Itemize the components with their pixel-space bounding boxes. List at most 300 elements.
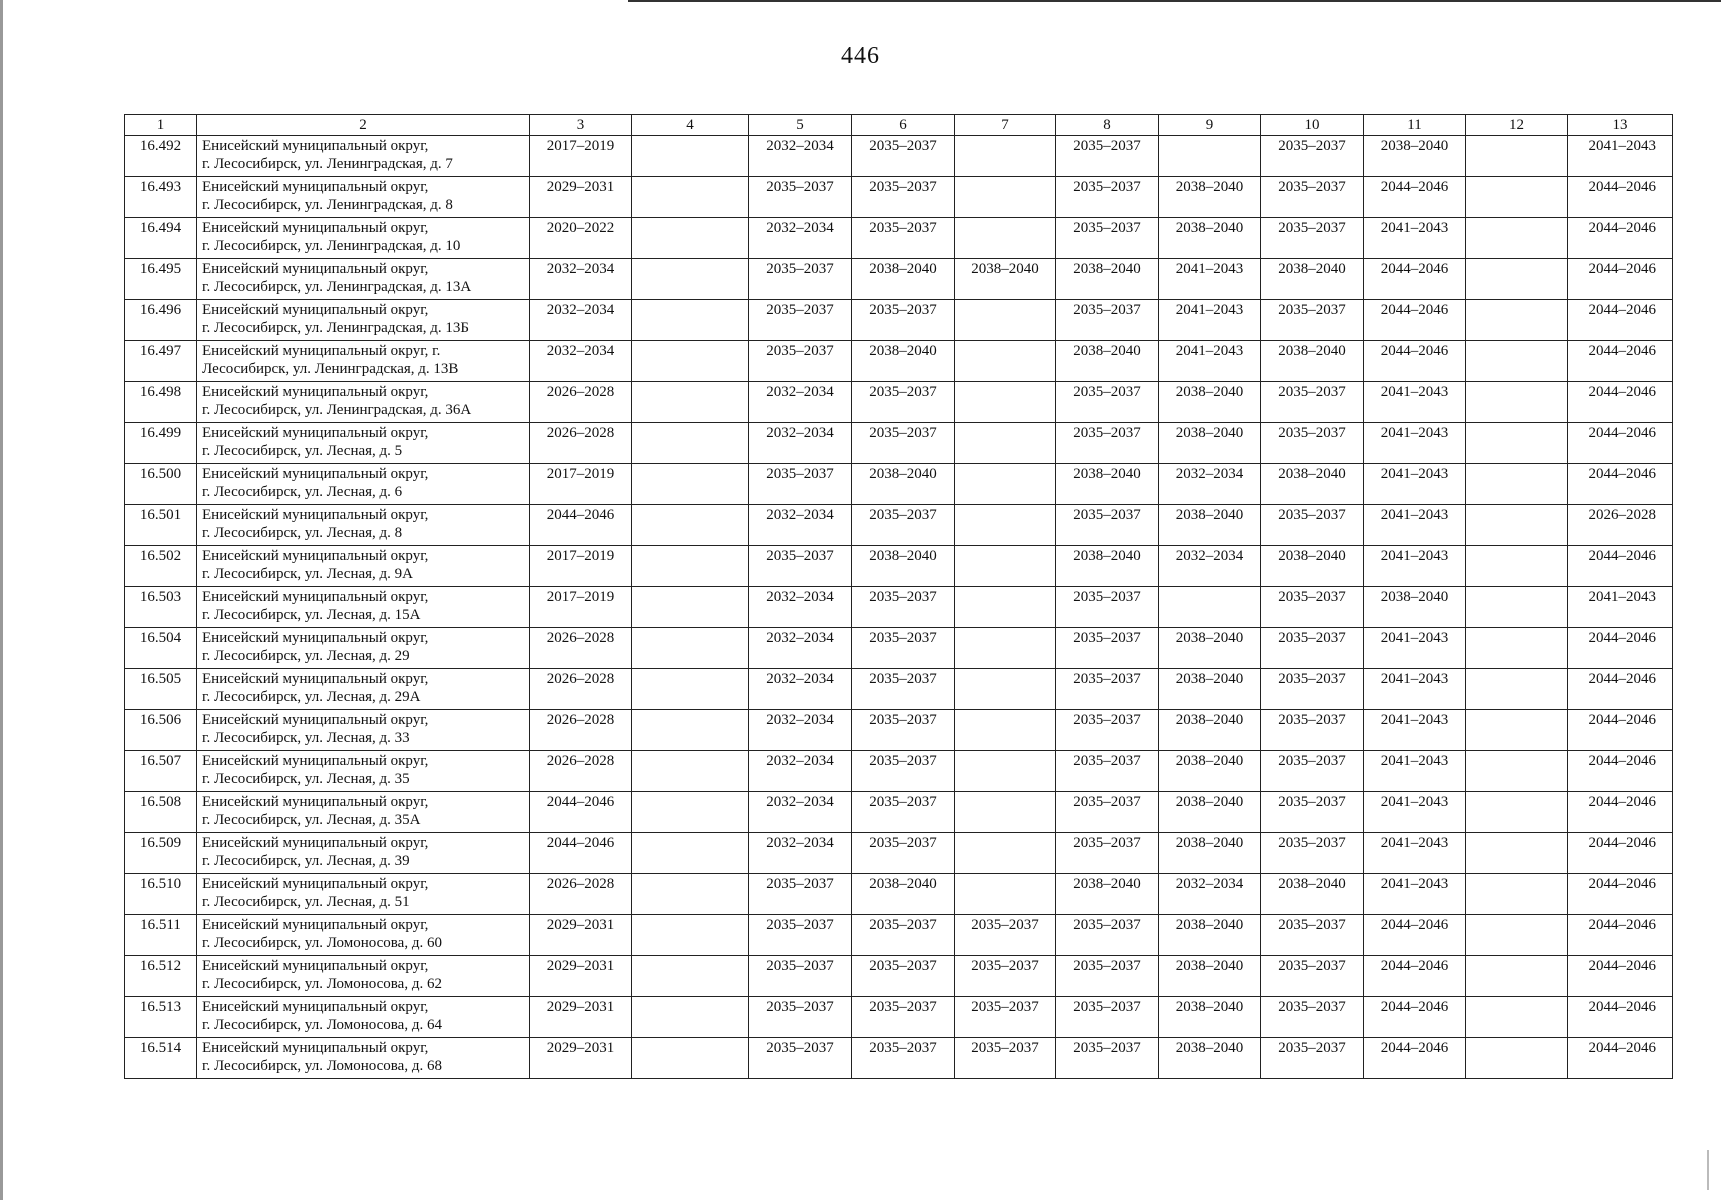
table-row xyxy=(125,669,1673,710)
period-cell-col8: 2035–2037 xyxy=(1056,915,1159,956)
table-row xyxy=(125,259,1673,300)
address-cell xyxy=(197,751,530,792)
period-cell-col9: 2038–2040 xyxy=(1159,669,1261,710)
period-cell-col13: 2041–2043 xyxy=(1568,587,1673,628)
address-cell xyxy=(197,341,530,382)
period-cell-col10: 2035–2037 xyxy=(1261,710,1364,751)
period-cell-col8: 2035–2037 xyxy=(1056,833,1159,874)
period-cell-col8: 2035–2037 xyxy=(1056,710,1159,751)
period-cell-col13: 2044–2046 xyxy=(1568,382,1673,423)
period-cell-col5: 2032–2034 xyxy=(749,792,852,833)
period-cell-col10: 2038–2040 xyxy=(1261,464,1364,505)
period-cell-col9: 2038–2040 xyxy=(1159,997,1261,1038)
row-number-cell: 16.511 xyxy=(125,915,197,956)
period-cell-col11: 2041–2043 xyxy=(1364,218,1466,259)
column-header: 5 xyxy=(749,115,852,136)
period-cell-col5: 2032–2034 xyxy=(749,669,852,710)
period-cell-col3: 2044–2046 xyxy=(530,505,632,546)
row-number-cell: 16.500 xyxy=(125,464,197,505)
address-line-2: г. Лесосибирск, ул. Ломоносова, д. 60 xyxy=(202,935,442,951)
address-line-2: г. Лесосибирск, ул. Ленинградская, д. 7 xyxy=(202,156,453,172)
address-line-1: Енисейский муниципальный округ, xyxy=(202,425,429,441)
address-line-1: Енисейский муниципальный округ, xyxy=(202,835,429,851)
period-cell-col12 xyxy=(1466,751,1568,792)
address-cell xyxy=(197,1038,530,1079)
column-header: 4 xyxy=(632,115,749,136)
row-number-cell: 16.508 xyxy=(125,792,197,833)
period-cell-col8: 2038–2040 xyxy=(1056,464,1159,505)
period-cell-col11: 2044–2046 xyxy=(1364,1038,1466,1079)
address-cell xyxy=(197,710,530,751)
period-cell-col4 xyxy=(632,177,749,218)
period-cell-col8: 2035–2037 xyxy=(1056,628,1159,669)
address-cell xyxy=(197,382,530,423)
address-cell xyxy=(197,218,530,259)
period-cell-col12 xyxy=(1466,505,1568,546)
period-cell-col8: 2035–2037 xyxy=(1056,218,1159,259)
period-cell-col6: 2035–2037 xyxy=(852,792,955,833)
table-row xyxy=(125,464,1673,505)
period-cell-col4 xyxy=(632,751,749,792)
address-line-1: Енисейский муниципальный округ, xyxy=(202,302,429,318)
period-cell-col13: 2026–2028 xyxy=(1568,505,1673,546)
header-row xyxy=(125,115,1673,136)
period-cell-col13: 2044–2046 xyxy=(1568,669,1673,710)
column-header: 12 xyxy=(1466,115,1568,136)
period-cell-col13: 2044–2046 xyxy=(1568,546,1673,587)
address-line-2: г. Лесосибирск, ул. Лесная, д. 6 xyxy=(202,484,403,500)
period-cell-col7 xyxy=(955,505,1056,546)
period-cell-col13: 2044–2046 xyxy=(1568,874,1673,915)
period-cell-col7 xyxy=(955,669,1056,710)
period-cell-col3: 2026–2028 xyxy=(530,382,632,423)
address-cell xyxy=(197,259,530,300)
period-cell-col3: 2029–2031 xyxy=(530,177,632,218)
period-cell-col10: 2035–2037 xyxy=(1261,751,1364,792)
table-row xyxy=(125,341,1673,382)
period-cell-col10: 2035–2037 xyxy=(1261,505,1364,546)
period-cell-col4 xyxy=(632,423,749,464)
period-cell-col12 xyxy=(1466,423,1568,464)
address-line-1: Енисейский муниципальный округ, xyxy=(202,261,429,277)
period-cell-col10: 2035–2037 xyxy=(1261,1038,1364,1079)
period-cell-col10: 2035–2037 xyxy=(1261,587,1364,628)
period-cell-col8: 2035–2037 xyxy=(1056,177,1159,218)
address-line-2: г. Лесосибирск, ул. Лесная, д. 5 xyxy=(202,443,403,459)
period-cell-col4 xyxy=(632,915,749,956)
period-cell-col8: 2035–2037 xyxy=(1056,669,1159,710)
address-line-2: г. Лесосибирск, ул. Ломоносова, д. 62 xyxy=(202,976,442,992)
table-row xyxy=(125,382,1673,423)
period-cell-col5: 2032–2034 xyxy=(749,505,852,546)
address-cell xyxy=(197,464,530,505)
address-line-1: Енисейский муниципальный округ, xyxy=(202,917,429,933)
row-number-cell: 16.493 xyxy=(125,177,197,218)
period-cell-col9: 2032–2034 xyxy=(1159,874,1261,915)
table-row xyxy=(125,874,1673,915)
row-number-cell: 16.506 xyxy=(125,710,197,751)
address-line-2: г. Лесосибирск, ул. Лесная, д. 15А xyxy=(202,607,421,623)
period-cell-col7: 2038–2040 xyxy=(955,259,1056,300)
period-cell-col11: 2041–2043 xyxy=(1364,710,1466,751)
period-cell-col11: 2041–2043 xyxy=(1364,669,1466,710)
address-line-2: г. Лесосибирск, ул. Ломоносова, д. 64 xyxy=(202,1017,442,1033)
table-row xyxy=(125,956,1673,997)
address-cell xyxy=(197,136,530,177)
row-number-cell: 16.504 xyxy=(125,628,197,669)
period-cell-col13: 2044–2046 xyxy=(1568,300,1673,341)
period-cell-col5: 2035–2037 xyxy=(749,546,852,587)
register-table xyxy=(124,114,1673,1079)
period-cell-col12 xyxy=(1466,956,1568,997)
address-line-1: Енисейский муниципальный округ, xyxy=(202,794,429,810)
period-cell-col7 xyxy=(955,546,1056,587)
period-cell-col10: 2035–2037 xyxy=(1261,177,1364,218)
period-cell-col6: 2035–2037 xyxy=(852,587,955,628)
period-cell-col13: 2044–2046 xyxy=(1568,423,1673,464)
period-cell-col10: 2035–2037 xyxy=(1261,833,1364,874)
period-cell-col3: 2017–2019 xyxy=(530,464,632,505)
period-cell-col3: 2032–2034 xyxy=(530,300,632,341)
address-line-2: Лесосибирск, ул. Ленинградская, д. 13В xyxy=(202,361,459,377)
address-line-1: Енисейский муниципальный округ, xyxy=(202,138,429,154)
period-cell-col12 xyxy=(1466,628,1568,669)
address-cell xyxy=(197,505,530,546)
address-line-2: г. Лесосибирск, ул. Лесная, д. 29 xyxy=(202,648,410,664)
period-cell-col3: 2026–2028 xyxy=(530,423,632,464)
period-cell-col9: 2041–2043 xyxy=(1159,259,1261,300)
row-number-cell: 16.512 xyxy=(125,956,197,997)
period-cell-col11: 2041–2043 xyxy=(1364,464,1466,505)
table-row xyxy=(125,177,1673,218)
period-cell-col7 xyxy=(955,833,1056,874)
period-cell-col11: 2038–2040 xyxy=(1364,136,1466,177)
period-cell-col5: 2032–2034 xyxy=(749,628,852,669)
period-cell-col6: 2035–2037 xyxy=(852,505,955,546)
period-cell-col11: 2044–2046 xyxy=(1364,997,1466,1038)
address-line-2: г. Лесосибирск, ул. Ленинградская, д. 8 xyxy=(202,197,453,213)
period-cell-col12 xyxy=(1466,464,1568,505)
period-cell-col9: 2038–2040 xyxy=(1159,505,1261,546)
period-cell-col10: 2038–2040 xyxy=(1261,546,1364,587)
address-cell xyxy=(197,874,530,915)
column-header: 8 xyxy=(1056,115,1159,136)
period-cell-col6: 2035–2037 xyxy=(852,710,955,751)
column-header: 9 xyxy=(1159,115,1261,136)
address-line-2: г. Лесосибирск, ул. Ленинградская, д. 13Б xyxy=(202,320,469,336)
column-header: 13 xyxy=(1568,115,1673,136)
row-number-cell: 16.497 xyxy=(125,341,197,382)
period-cell-col13: 2044–2046 xyxy=(1568,341,1673,382)
scan-left-edge xyxy=(0,0,3,1200)
period-cell-col8: 2035–2037 xyxy=(1056,997,1159,1038)
period-cell-col9: 2038–2040 xyxy=(1159,382,1261,423)
address-line-2: г. Лесосибирск, ул. Лесная, д. 9А xyxy=(202,566,414,582)
period-cell-col6: 2035–2037 xyxy=(852,628,955,669)
period-cell-col13: 2044–2046 xyxy=(1568,792,1673,833)
period-cell-col11: 2038–2040 xyxy=(1364,587,1466,628)
period-cell-col7 xyxy=(955,300,1056,341)
column-header: 2 xyxy=(197,115,530,136)
period-cell-col12 xyxy=(1466,874,1568,915)
period-cell-col8: 2038–2040 xyxy=(1056,546,1159,587)
period-cell-col8: 2035–2037 xyxy=(1056,505,1159,546)
address-line-1: Енисейский муниципальный округ, xyxy=(202,384,429,400)
period-cell-col8: 2035–2037 xyxy=(1056,792,1159,833)
period-cell-col4 xyxy=(632,382,749,423)
period-cell-col4 xyxy=(632,956,749,997)
period-cell-col12 xyxy=(1466,833,1568,874)
period-cell-col11: 2041–2043 xyxy=(1364,546,1466,587)
period-cell-col6: 2035–2037 xyxy=(852,956,955,997)
period-cell-col13: 2044–2046 xyxy=(1568,464,1673,505)
period-cell-col9: 2038–2040 xyxy=(1159,915,1261,956)
address-line-1: Енисейский муниципальный округ, xyxy=(202,999,429,1015)
period-cell-col5: 2032–2034 xyxy=(749,218,852,259)
row-number-cell: 16.513 xyxy=(125,997,197,1038)
period-cell-col6: 2038–2040 xyxy=(852,259,955,300)
period-cell-col6: 2035–2037 xyxy=(852,833,955,874)
period-cell-col3: 2029–2031 xyxy=(530,997,632,1038)
period-cell-col5: 2032–2034 xyxy=(749,710,852,751)
period-cell-col7 xyxy=(955,792,1056,833)
period-cell-col11: 2044–2046 xyxy=(1364,956,1466,997)
period-cell-col11: 2041–2043 xyxy=(1364,792,1466,833)
column-header: 7 xyxy=(955,115,1056,136)
address-line-1: Енисейский муниципальный округ, xyxy=(202,589,429,605)
address-line-1: Енисейский муниципальный округ, xyxy=(202,876,429,892)
period-cell-col6: 2038–2040 xyxy=(852,546,955,587)
period-cell-col9: 2041–2043 xyxy=(1159,300,1261,341)
period-cell-col10: 2035–2037 xyxy=(1261,997,1364,1038)
address-cell xyxy=(197,546,530,587)
row-number-cell: 16.505 xyxy=(125,669,197,710)
period-cell-col9: 2038–2040 xyxy=(1159,423,1261,464)
period-cell-col11: 2041–2043 xyxy=(1364,382,1466,423)
row-number-cell: 16.501 xyxy=(125,505,197,546)
period-cell-col9 xyxy=(1159,136,1261,177)
period-cell-col12 xyxy=(1466,546,1568,587)
period-cell-col12 xyxy=(1466,997,1568,1038)
period-cell-col11: 2041–2043 xyxy=(1364,751,1466,792)
period-cell-col3: 2026–2028 xyxy=(530,710,632,751)
period-cell-col4 xyxy=(632,792,749,833)
period-cell-col3: 2017–2019 xyxy=(530,136,632,177)
address-cell xyxy=(197,669,530,710)
column-header: 10 xyxy=(1261,115,1364,136)
period-cell-col4 xyxy=(632,464,749,505)
period-cell-col10: 2035–2037 xyxy=(1261,628,1364,669)
address-line-2: г. Лесосибирск, ул. Лесная, д. 39 xyxy=(202,853,410,869)
period-cell-col8: 2035–2037 xyxy=(1056,136,1159,177)
period-cell-col13: 2044–2046 xyxy=(1568,218,1673,259)
period-cell-col11: 2044–2046 xyxy=(1364,915,1466,956)
period-cell-col11: 2044–2046 xyxy=(1364,259,1466,300)
period-cell-col5: 2035–2037 xyxy=(749,177,852,218)
period-cell-col11: 2044–2046 xyxy=(1364,300,1466,341)
address-line-2: г. Лесосибирск, ул. Ломоносова, д. 68 xyxy=(202,1058,442,1074)
period-cell-col10: 2035–2037 xyxy=(1261,423,1364,464)
period-cell-col6: 2038–2040 xyxy=(852,874,955,915)
period-cell-col10: 2035–2037 xyxy=(1261,300,1364,341)
period-cell-col7 xyxy=(955,628,1056,669)
period-cell-col3: 2044–2046 xyxy=(530,792,632,833)
period-cell-col7: 2035–2037 xyxy=(955,956,1056,997)
period-cell-col3: 2029–2031 xyxy=(530,915,632,956)
period-cell-col10: 2035–2037 xyxy=(1261,792,1364,833)
period-cell-col6: 2038–2040 xyxy=(852,341,955,382)
period-cell-col7 xyxy=(955,587,1056,628)
period-cell-col7 xyxy=(955,874,1056,915)
period-cell-col9: 2032–2034 xyxy=(1159,546,1261,587)
period-cell-col9 xyxy=(1159,587,1261,628)
period-cell-col6: 2035–2037 xyxy=(852,177,955,218)
period-cell-col4 xyxy=(632,833,749,874)
period-cell-col4 xyxy=(632,997,749,1038)
period-cell-col12 xyxy=(1466,218,1568,259)
period-cell-col11: 2041–2043 xyxy=(1364,874,1466,915)
address-line-2: г. Лесосибирск, ул. Лесная, д. 35 xyxy=(202,771,410,787)
period-cell-col8: 2035–2037 xyxy=(1056,423,1159,464)
address-line-1: Енисейский муниципальный округ, xyxy=(202,630,429,646)
period-cell-col7 xyxy=(955,751,1056,792)
period-cell-col4 xyxy=(632,628,749,669)
period-cell-col12 xyxy=(1466,669,1568,710)
period-cell-col3: 2026–2028 xyxy=(530,628,632,669)
period-cell-col3: 2032–2034 xyxy=(530,259,632,300)
period-cell-col7 xyxy=(955,341,1056,382)
period-cell-col4 xyxy=(632,710,749,751)
period-cell-col10: 2035–2037 xyxy=(1261,218,1364,259)
address-line-1: Енисейский муниципальный округ, xyxy=(202,753,429,769)
period-cell-col12 xyxy=(1466,1038,1568,1079)
table-row xyxy=(125,792,1673,833)
column-header: 1 xyxy=(125,115,197,136)
period-cell-col9: 2038–2040 xyxy=(1159,956,1261,997)
period-cell-col13: 2044–2046 xyxy=(1568,956,1673,997)
period-cell-col8: 2038–2040 xyxy=(1056,341,1159,382)
period-cell-col11: 2041–2043 xyxy=(1364,423,1466,464)
period-cell-col12 xyxy=(1466,136,1568,177)
row-number-cell: 16.498 xyxy=(125,382,197,423)
period-cell-col4 xyxy=(632,218,749,259)
period-cell-col7 xyxy=(955,710,1056,751)
period-cell-col10: 2038–2040 xyxy=(1261,874,1364,915)
row-number-cell: 16.496 xyxy=(125,300,197,341)
period-cell-col10: 2035–2037 xyxy=(1261,136,1364,177)
period-cell-col4 xyxy=(632,505,749,546)
period-cell-col13: 2044–2046 xyxy=(1568,177,1673,218)
period-cell-col5: 2035–2037 xyxy=(749,956,852,997)
period-cell-col10: 2035–2037 xyxy=(1261,382,1364,423)
period-cell-col9: 2038–2040 xyxy=(1159,710,1261,751)
table-row xyxy=(125,915,1673,956)
address-line-1: Енисейский муниципальный округ, г. xyxy=(202,343,441,359)
period-cell-col12 xyxy=(1466,710,1568,751)
period-cell-col8: 2035–2037 xyxy=(1056,956,1159,997)
period-cell-col6: 2035–2037 xyxy=(852,218,955,259)
period-cell-col3: 2017–2019 xyxy=(530,546,632,587)
period-cell-col5: 2032–2034 xyxy=(749,751,852,792)
row-number-cell: 16.502 xyxy=(125,546,197,587)
period-cell-col4 xyxy=(632,259,749,300)
period-cell-col4 xyxy=(632,587,749,628)
period-cell-col8: 2035–2037 xyxy=(1056,587,1159,628)
period-cell-col13: 2044–2046 xyxy=(1568,628,1673,669)
address-cell xyxy=(197,833,530,874)
period-cell-col4 xyxy=(632,669,749,710)
period-cell-col4 xyxy=(632,1038,749,1079)
table-row xyxy=(125,136,1673,177)
period-cell-col8: 2035–2037 xyxy=(1056,300,1159,341)
row-number-cell: 16.494 xyxy=(125,218,197,259)
period-cell-col12 xyxy=(1466,259,1568,300)
period-cell-col9: 2038–2040 xyxy=(1159,792,1261,833)
row-number-cell: 16.499 xyxy=(125,423,197,464)
period-cell-col13: 2044–2046 xyxy=(1568,751,1673,792)
row-number-cell: 16.495 xyxy=(125,259,197,300)
period-cell-col9: 2041–2043 xyxy=(1159,341,1261,382)
period-cell-col3: 2029–2031 xyxy=(530,1038,632,1079)
period-cell-col11: 2041–2043 xyxy=(1364,628,1466,669)
table-row xyxy=(125,546,1673,587)
column-header: 11 xyxy=(1364,115,1466,136)
period-cell-col6: 2035–2037 xyxy=(852,915,955,956)
table-row xyxy=(125,710,1673,751)
period-cell-col6: 2035–2037 xyxy=(852,423,955,464)
period-cell-col7 xyxy=(955,382,1056,423)
address-cell xyxy=(197,628,530,669)
period-cell-col9: 2038–2040 xyxy=(1159,628,1261,669)
table-row xyxy=(125,587,1673,628)
period-cell-col8: 2035–2037 xyxy=(1056,1038,1159,1079)
period-cell-col6: 2035–2037 xyxy=(852,1038,955,1079)
period-cell-col12 xyxy=(1466,915,1568,956)
period-cell-col5: 2032–2034 xyxy=(749,382,852,423)
row-number-cell: 16.492 xyxy=(125,136,197,177)
period-cell-col3: 2020–2022 xyxy=(530,218,632,259)
period-cell-col6: 2035–2037 xyxy=(852,669,955,710)
address-line-1: Енисейский муниципальный округ, xyxy=(202,958,429,974)
address-line-1: Енисейский муниципальный округ, xyxy=(202,220,429,236)
period-cell-col7: 2035–2037 xyxy=(955,997,1056,1038)
column-header: 3 xyxy=(530,115,632,136)
address-cell xyxy=(197,423,530,464)
period-cell-col5: 2032–2034 xyxy=(749,833,852,874)
period-cell-col5: 2032–2034 xyxy=(749,423,852,464)
period-cell-col5: 2035–2037 xyxy=(749,874,852,915)
period-cell-col5: 2032–2034 xyxy=(749,136,852,177)
row-number-cell: 16.503 xyxy=(125,587,197,628)
address-cell xyxy=(197,587,530,628)
period-cell-col5: 2035–2037 xyxy=(749,464,852,505)
period-cell-col12 xyxy=(1466,587,1568,628)
address-line-2: г. Лесосибирск, ул. Лесная, д. 35А xyxy=(202,812,421,828)
address-cell xyxy=(197,915,530,956)
table-row xyxy=(125,300,1673,341)
period-cell-col5: 2035–2037 xyxy=(749,997,852,1038)
page-number: 446 xyxy=(841,43,880,69)
period-cell-col9: 2032–2034 xyxy=(1159,464,1261,505)
period-cell-col12 xyxy=(1466,341,1568,382)
period-cell-col4 xyxy=(632,546,749,587)
period-cell-col5: 2035–2037 xyxy=(749,1038,852,1079)
period-cell-col13: 2044–2046 xyxy=(1568,915,1673,956)
period-cell-col4 xyxy=(632,341,749,382)
address-line-1: Енисейский муниципальный округ, xyxy=(202,712,429,728)
row-number-cell: 16.509 xyxy=(125,833,197,874)
period-cell-col11: 2041–2043 xyxy=(1364,833,1466,874)
